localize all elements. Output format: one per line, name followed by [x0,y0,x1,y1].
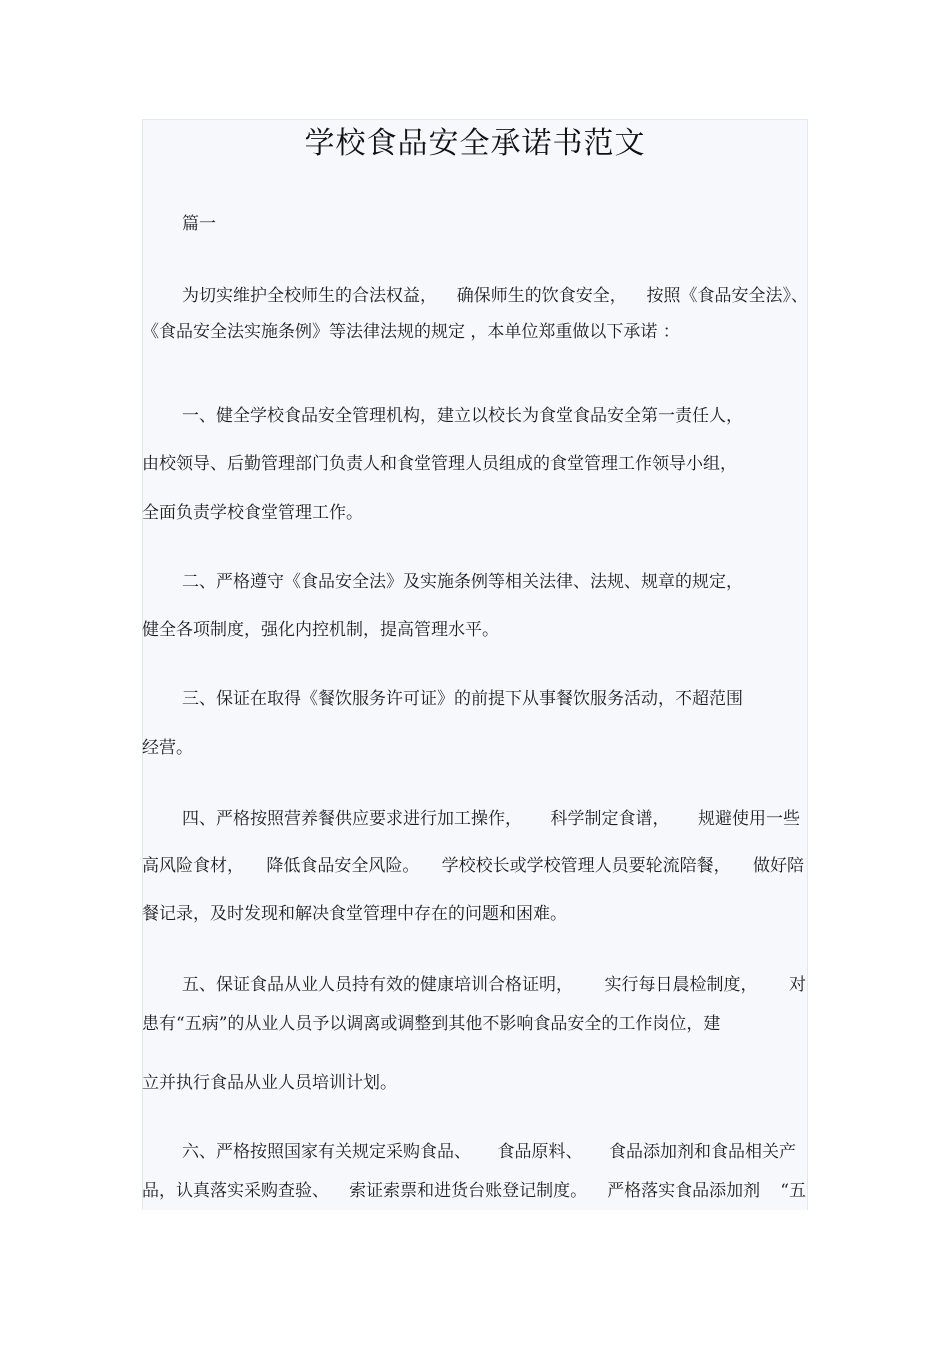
item-6-line-1-part-2: 食品原料、 [497,1142,583,1162]
item-5-line-2: 患有“五病”的从业人员予以调离或调整到其他不影响食品安全的工作岗位，建 [142,1014,721,1034]
document-title: 学校食品安全承诺书范文 [304,126,646,161]
item-3-line-2: 经营。 [142,738,193,758]
item-6-line-1-part-3: 食品添加剂和食品相关产 [609,1142,796,1162]
item-2-line-1: 二、严格遵守《食品安全法》及实施条例等相关法律、法规、规章的规定， [182,572,743,592]
document-page [142,119,808,1210]
item-1-line-1: 一、健全学校食品安全管理机构，建立以校长为食堂食品安全第一责任人， [182,406,743,426]
item-5-line-1 [182,974,806,996]
item-4-line-1-part-1: 四、严格按照营养餐供应要求进行加工操作， [182,809,522,829]
item-5-line-3: 立并执行食品从业人员培训计划。 [142,1073,397,1093]
item-6-line-1 [182,1141,796,1163]
item-5-line-1-part-2: 实行每日晨检制度， [604,975,758,995]
intro-line-1 [182,285,808,307]
item-4-line-1-part-3: 规避使用一些 [698,809,800,829]
item-6-line-2-part-3: 严格落实食品添加剂 [607,1181,761,1201]
intro-line-2: 《食品安全法实施条例》等法律法规的规定 ，本单位郑重做以下承诺 ： [142,322,680,342]
item-4-line-1 [182,808,800,830]
intro-line-1-part-2: 确保师生的饮食安全， [456,286,627,306]
item-3-line-1: 三、保证在取得《餐饮服务许可证》的前提下从事餐饮服务活动，不超范围 [182,689,743,709]
item-4-line-3: 餐记录，及时发现和解决食堂管理中存在的问题和困难。 [142,904,567,924]
item-5-line-1-part-3: 对 [789,975,806,995]
item-4-line-2-part-4: 做好陪 [752,856,804,876]
item-6-line-2-part-1: 品，认真落实采购查验、 [142,1181,329,1201]
item-6-line-2 [142,1180,806,1202]
item-6-line-2-part-4: “五 [780,1181,806,1201]
item-4-line-1-part-2: 科学制定食谱， [550,809,670,829]
item-4-line-2-part-3: 学校校长或学校管理人员要轮流陪餐， [441,856,731,876]
item-5-line-1-part-1: 五、保证食品从业人员持有效的健康培训合格证明， [182,975,573,995]
item-1-line-3: 全面负责学校食堂管理工作。 [142,503,363,523]
item-4-line-2-part-1: 高风险食材， [142,856,244,876]
item-1-line-2: 由校领导、后勤管理部门负责人和食堂管理人员组成的食堂管理工作领导小组， [142,454,737,474]
item-6-line-1-part-1: 六、严格按照国家有关规定采购食品、 [182,1142,471,1162]
section-label: 篇一 [182,214,216,234]
item-4-line-2 [142,855,804,877]
item-2-line-2: 健全各项制度，强化内控机制，提高管理水平。 [142,620,499,640]
intro-line-1-part-1: 为切实维护全校师生的合法权益， [182,286,437,306]
item-6-line-2-part-2: 索证索票和进货台账登记制度。 [349,1181,588,1201]
item-4-line-2-part-2: 降低食品安全风险。 [266,856,420,876]
intro-line-1-part-3: 按照《食品安全法》、 [646,286,808,306]
